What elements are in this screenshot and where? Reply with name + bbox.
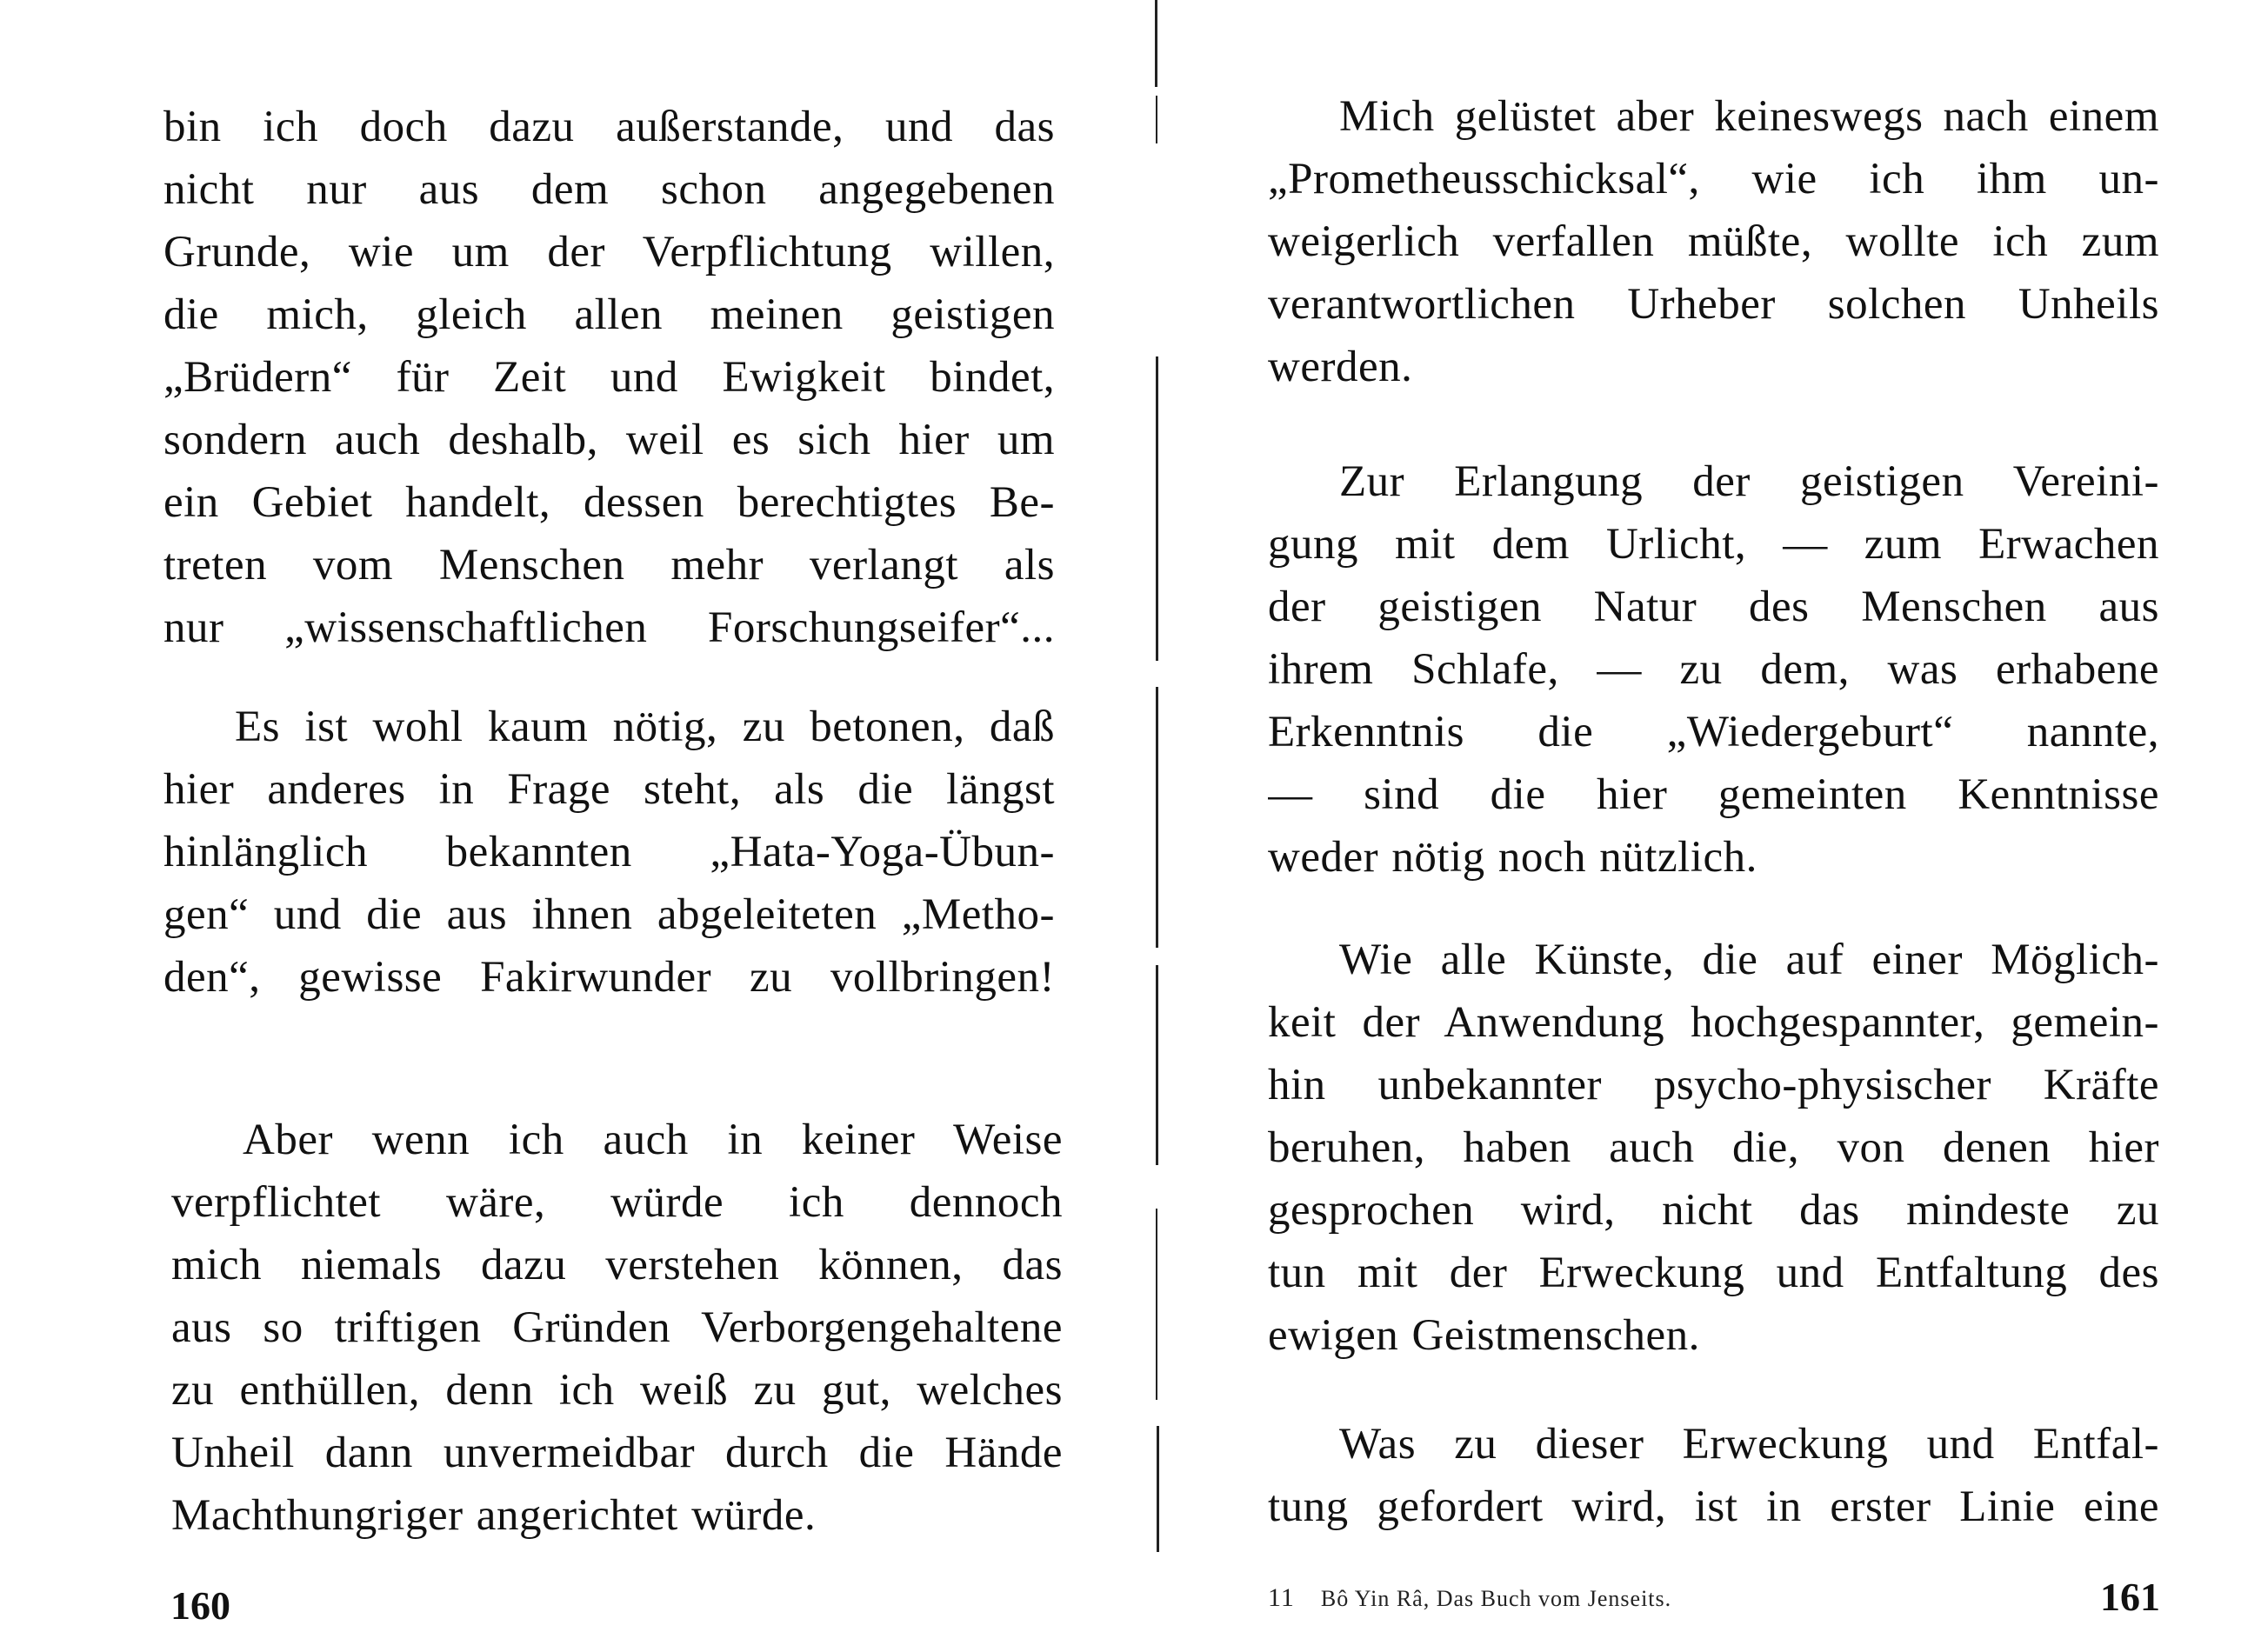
- text-line: — sind die hier gemeinten Kenntnisse: [1268, 770, 2159, 819]
- text-line: verantwortlichen Urheber solchen Unheils: [1268, 280, 2159, 329]
- text-line: werden.: [1268, 343, 1413, 391]
- page-number: 161: [2100, 1575, 2160, 1619]
- right-paragraph-4: [1268, 1413, 2159, 1538]
- text-line: ihrem Schlafe, — zu dem, was erhabene: [1268, 645, 2159, 694]
- text-line: hin unbekannter psycho-physischer Kräfte: [1268, 1061, 2159, 1109]
- text-line: Mich gelüstet aber keineswegs nach einem: [1339, 92, 2159, 141]
- signature-number: 11: [1268, 1583, 1295, 1612]
- text-line: tung gefordert wird, ist in erster Linie eine: [1268, 1482, 2159, 1531]
- page-number: 160: [170, 1583, 230, 1628]
- text-line: hier anderes in Frage steht, als die längst: [163, 765, 1055, 814]
- text-line: beruhen, haben auch die, von denen hier: [1268, 1123, 2159, 1172]
- right-paragraph-2: [1268, 450, 2159, 889]
- text-line: der geistigen Natur des Menschen aus: [1268, 583, 2159, 631]
- text-line: „Brüdern“ für Zeit und Ewigkeit bindet,: [163, 353, 1055, 402]
- text-line: die mich, gleich allen meinen geistigen: [163, 290, 1055, 339]
- text-line: Es ist wohl kaum nötig, zu betonen, daß: [235, 703, 1055, 751]
- text-line: den“, gewisse Fakirwunder zu vollbringen!: [163, 953, 1055, 1002]
- text-line: verpflichtet wäre, würde ich dennoch: [171, 1178, 1063, 1227]
- text-line: „Prometheusschicksal“, wie ich ihm un-: [1268, 155, 2159, 203]
- text-line: mich niemals dazu verstehen können, das: [171, 1241, 1063, 1289]
- text-line: Erkenntnis die „Wiedergeburt“ nannte,: [1268, 708, 2159, 756]
- left-paragraph-2: [163, 696, 1055, 1009]
- text-line: bin ich doch dazu außerstande, und das: [163, 103, 1055, 151]
- text-line: hinlänglich bekannten „Hata-Yoga-Übun-: [163, 828, 1055, 876]
- text-line: Wie alle Künste, die auf einer Möglich-: [1339, 936, 2159, 984]
- text-line: Aber wenn ich auch in keiner Weise: [243, 1116, 1063, 1164]
- text-line: gen“ und die aus ihnen abgeleiteten „Metho-: [163, 890, 1055, 939]
- signature-text: Bô Yin Râ, Das Buch vom Jenseits.: [1320, 1586, 1672, 1611]
- text-line: Zur Erlangung der geistigen Vereini-: [1339, 457, 2159, 506]
- text-line: keit der Anwendung hochgespannter, gemein-: [1268, 998, 2159, 1047]
- text-line: gung mit dem Urlicht, — zum Erwachen: [1268, 520, 2159, 569]
- right-paragraph-3: [1268, 929, 2159, 1367]
- right-page: [1157, 0, 2261, 1652]
- text-line: nur „wissenschaftlichen Forschungseifer“...: [163, 603, 1055, 652]
- text-line: gesprochen wird, nicht das mindeste zu: [1268, 1186, 2159, 1235]
- printer-signature: [1268, 1582, 1671, 1615]
- text-line: weder nötig noch nützlich.: [1268, 833, 1757, 882]
- text-line: ein Gebiet handelt, dessen berechtigtes Be-: [163, 478, 1055, 527]
- text-line: Grunde, wie um der Verpflichtung willen,: [163, 228, 1055, 276]
- text-line: treten vom Menschen mehr verlangt als: [163, 541, 1055, 590]
- left-paragraph-1: [163, 96, 1055, 659]
- text-line: nicht nur aus dem schon angegebenen: [163, 165, 1055, 214]
- right-paragraph-1: [1268, 85, 2159, 398]
- text-line: tun mit der Erweckung und Entfaltung des: [1268, 1249, 2159, 1297]
- text-line: Unheil dann unvermeidbar durch die Hände: [171, 1429, 1063, 1477]
- text-line: sondern auch deshalb, weil es sich hier um: [163, 416, 1055, 464]
- text-line: ewigen Geistmenschen.: [1268, 1311, 1700, 1360]
- text-line: weigerlich verfallen müßte, wollte ich zum: [1268, 217, 2159, 266]
- text-line: Was zu dieser Erweckung und Entfal-: [1339, 1420, 2159, 1469]
- text-line: Machthungriger angerichtet würde.: [171, 1491, 817, 1540]
- text-line: zu enthüllen, denn ich weiß zu gut, welches: [171, 1366, 1063, 1415]
- text-line: aus so triftigen Gründen Verborgengehaltene: [171, 1303, 1063, 1352]
- left-paragraph-3: [171, 1109, 1063, 1547]
